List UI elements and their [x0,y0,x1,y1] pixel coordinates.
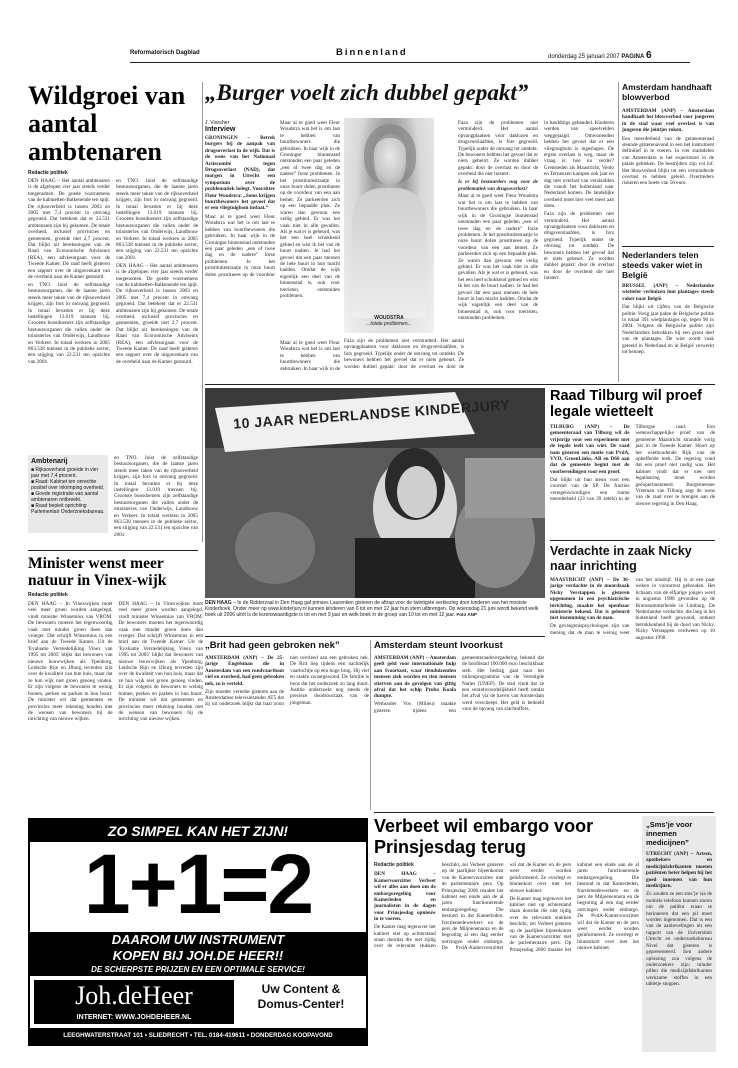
belgie-lead: BRUSSEL (ANP) – Nederlandse wietteler verhuizen hun plantages steeds vaker naar België. [622,283,714,302]
kinderjury-caption [205,600,545,630]
kinderjury-photo [205,388,545,598]
ad-brand: Joh.deHeer [34,980,234,1012]
ad-tagline [240,982,362,1012]
masthead-rule [130,62,690,63]
wildgroei-title: Wildgroei van aantal ambtenaren [28,82,186,166]
ivoorkust-article [374,640,544,816]
prinsjesdag-title: Verbeet wil embargo voor Prinsjesdag terug [374,816,594,857]
medicijnen-text: Zo zouden ze een sms’je via de mobiele telefoon kunnen sturen om de patiënt eraan te herinneren dat een pil moet worden ingenomen. Dat is een van de aanbevelingen uit een rapport van de Universiteit Utrecht en onderzoeksbureau Nivel dat gisteren is gepresenteerd. Een andere oplossing zou volgens de onderzoekers zijn: minder pillen die medicijnfabrikanten werkzame stoffen in een tabletje stoppen. [646,891,712,988]
belgie-text: Dat blijkt uit cijfers van de Belgische politie. Vorig jaar pakte de Belgische politie in totaal 391 wietplantages op, tegen 90 in 2004. Volgens de Belgische politie zijn Nederlanders betrokken bij een groot deel van de plantages. De wiet wordt vaak geteeld in Nederland en in België verwerkt tot hennep. [622,304,714,356]
brit-article [205,640,369,816]
ad-internet: INTERNET: WWW.JOHDEHEER.NL [34,1012,234,1024]
ambtenarij-item: ■ Goede registratie van aantal ambtenaren ontbreekt. [31,491,99,503]
medicijnen-article [642,816,716,1052]
wildgroei-text-col2: en TNO. Juist de zelfstandige bestuursorganen, die de laatste jaren steeds meer taken van de rijksoverheid krijgen, zijn fors in omvang gegroeid. In totaal bevatten er bij deze instellingen 13.019 mensen bij. Grootste boosdoeners zijn zelfstandige bestuursorganen die vallen onder de ministeries van Onderwijs, Landbouw en Verkeer. In totaal werkten in 2005 863.538 mensen in de publieke sector, een stijging van 22.531 ten opzichte van 2001. [116,178,198,261]
brit-text: Zijn moeder vertelde gisteren aan de Amsterdamse televisiezender AT5 dat zij uit onderzoek blijkt dat haar zoon niet overleed aan een gebroken nek. De Brit liep tijdens een nachtelijk vaartochtje op een hoge brug. Hij viel en raakte zwaargewond. De familie is boos dat het onderzoek zo lang duurt. Justitie onderzoekt nog steeds de precieze doodsoorzaak van de jongeman. [205,655,369,708]
vinex-article [28,555,203,815]
issue-date: donderdag 25 januari 2007 [548,54,620,60]
burger-col2b: Maar al te goed weet Fleur Woudstra wat het is om last te hebben van buurtbewoners die gebruiken. In haar wijk in de [280,340,340,370]
belgie-title: Nederlanders telen steeds vaker wiet in België [622,250,703,280]
burger-text: Maar al te goed weet Fleur Woudstra wat het is om last te hebben van buurtbewoners die gebruiken. In haar wijk in de Groningse binnenstad ontstonden een paar geleden „een of twee dag en de nadere” forse problemen. Je het prostitutiestraatje in onze buurt dolen prostituees op de voordeur [205,213,275,278]
burger-quote: Is er bij bestuurders nog voor de problematiek van drugsoverlast? [458,179,538,192]
kinderjury-banner: 10 JAAR NEDERLANDSE KINDERJURY [232,396,511,432]
paper-name: Reformatorisch Dagblad [130,50,200,56]
nicky-title: Verdachte in zaak Nicky naar inrichting [550,544,692,573]
ad-tagline1: Uw Content & [261,982,341,996]
woudstra-hair [364,124,416,184]
ivoorkust-lead: AMSTERDAM (ANP) – Amsterdam geeft geld voor internationale hulp aan Ivoorkust, waar tienduizenden mensen ziek worden en tien mensen stierven aan de gevolgen van giftig afval dat het schip Probo Koala dumpte. [374,655,456,700]
burger-col2: Maar al te goed weet Fleur Woudstra wat het is om last te hebben van buurtbewoners die gebruiken. In haar wijk in de Groningse binnenstad ontstonden een paar geleden „een of twee dag en de nadere” forse problemen. Je het prostitutiestraatje in onze buurt dolen prostituees op de voordeur van een aan hemel. Ze parkeerden zich op een bepaalde plek. Ze waren dan gewoon een veilig gebied. Er was het vaak niet in alle gevallen. Als je wat er is gebeurd, was het een heel schokkend gebied en wist ik het van de buurt nadien. Je had het gevoel dat een paar mensen de hele buurt in hun macht hadden. Omdat de wijk eigenlijk een deel van de binnenstad is, ook voor toeristen, ontstonden problemen. [280,120,340,299]
belgie-article [622,250,714,380]
wildgroei-text-col1: DEN HAAG – Het aantal ambtenaren is de afgelopen vier jaar steeds verder toegenomen. De goede voornemens van de kabinetten-Balkenende ten spijt. De rijksoverheid is tussen 2003 en 2005 met 7,4 procent in omvang gegroeid. Dat betekent dat er 22.531 ambtenaren zijn bij gekomen. De totale overheid, inclusief provincies en gemeenten, groeide met 2,7 procent. Dat blijkt uit berekeningen van de Raad van Economische Adviseurs (REA), een adviesorgaan voor de Tweede Kamer. De raad heeft gisteren een rapport over de uitgavenkant van de overheid naar de Kamer gestuurd. [28,178,110,281]
section-name: Binnenland [336,47,408,58]
wildgroei-text-col2b: DEN HAAG – Het aantal ambtenaren is de afgelopen vier jaar steeds verder toegenomen. De goede voornemens van de kabinetten-Balkenende ten spijt. De rijksoverheid is tussen 2003 en 2005 met 7,4 procent in omvang gegroeid. Dat betekent dat er 22.531 ambtenaren zijn bij gekomen. De totale overheid, inclusief provincies en gemeenten, groeide met 2,7 procent. Dat blijkt uit berekeningen van de Raad van Economische Adviseurs (REA), een adviesorgaan voor de Tweede Kamer. De raad heeft gisteren een rapport over de uitgavenkant van de overheid naar de Kamer gestuurd. [116,262,198,365]
brit-title: „Brit had geen gebroken nek” [205,640,340,651]
ad-line2: KOPEN BIJ JOH.DE HEER!! [30,948,366,964]
woudstra-caption-quote: ...totale problemen... [366,321,412,327]
tilburg-title: Raad Tilburg wil proef legale wietteelt [550,388,702,420]
nicky-article [550,544,715,744]
ad-slogan: ZO SIMPEL KAN HET ZIJN! [30,820,366,842]
woudstra-body [352,188,426,318]
caption-text: – In de Ridderzaal in Den Haag gaf prinses Laurentien gisteren de aftrap voor de twintigste verkiezing door kinderen van het mooiste Kinderboek. Onder meer op www.kinderjury.nl kunnen kinderen van 6 tot en met 12 jaar hun stem uitbrengen. Op woensdag 21 juni wordt bekend welk boek uit 2006 uitrit is de lezenswaardigste is tot en met 9 jaar en welk boek in de groep van 10 tot en met 12 jaar. [205,600,539,618]
ambtenarij-item: ■ Rijksoverheid groeide in vier jaar met 7,4 procent. [31,467,99,479]
ad-footer: LEEGHWATERSTRAAT 101 • SLIEDRECHT • TEL. 0184-419611 • DONDERDAG KOOPAVOND [30,1028,366,1044]
burger-col4: in hardditigs gebanded. Kinderen werden van speelvelden weggejaagd. Omwonenden hebben het gevoel dat er een vliegtuigbom is ingeslagen. De ergste overlast is weg, maar de vraag is: hoe nu verder? Grensteden als Maastricht, Venlo en Terneuzen kampen ook jaar en dag met overlast van verslaafden die vanuit het buitenland naar Nederland komen. De landelijke overheid moet hier veel meer aan doen. Faza zijn de problemen niet verminderd. Het aantal opvangplaatsen voor daklozen en drugsverslaafden, is fors gegroeid. Typelijk onder de omvang tot ontdekt. De bewoners hebben het gevoel dat er niets gebeurt. Ze worden dubbel gepakt: door de overlast en door de overheid die niet luistert. [544,120,614,282]
burger-col3: Faza zijn de problemen niet verminderd. Het aantal opvangplaatsen voor daklozen en drugsverslaafden, is fors gegroeid. Typelijk onder de omvang tot ontdekt. De bewoners hebben het gevoel dat er niets gebeurt. Ze worden dubbel gepakt: door de overlast en door de overheid die niet luistert. Is er bij bestuurders nog voor de problematiek van drugsoverlast? Maar al te goed weet Fleur Woudstra wat het is om last te hebben van buurtbewoners die gebruiken. In haar wijk in de Groningse binnenstad ontstonden een paar geleden „een of twee dag en de nadere” forse problemen. Je het prostitutiestraatje in onze buurt dolen prostituees op de voordeur van een aan hemel. Ze parkeerden zich op een bepaalde plek. Ze waren dan gewoon een veilig gebied. Er was het vaak niet in alle gevallen. Als je wat er is gebeurd, was het een heel schokkend gebied en wist ik het van de buurt nadien. Je had het gevoel dat een paar mensen de hele buurt in hun macht hadden. Omdat de wijk eigenlijk een deel van de binnenstad is, ook voor toeristen, ontstonden problemen. [458,120,538,322]
wildgroei-text-col1b: en TNO. Juist de zelfstandige bestuursorganen, die de laatste jaren steeds meer taken van de rijksoverheid krijgen, zijn fors in omvang gegroeid. In totaal bevatten er bij deze instellingen 13.019 mensen bij. Grootste boosdoeners zijn zelfstandige bestuursorganen die vallen onder de ministeries van Onderwijs, Landbouw en Verkeer. In totaal werkten in 2005 863.538 mensen in de publieke sector, een stijging van 22.531 ten opzichte van 2001. [28,282,110,365]
ivoorkust-text: Wethouder Vos (Milieu) maakte gisteren tijdens een gemeenteraadsvergadering bekend dat de hoofdstad 100.000 euro beschikbaar stelt. Het bedrag gaat naar het milieuprogramma van de Verenigde Naties (UNEP). De stad vindt dat ze een verantwoordelijkheid heeft omdat het afval via de haven van Amsterdam werd verscheept. Het geld is bedoeld voor de opvang van slachtoffers. [374,655,544,714]
handhaaft-text: Een meerderheid van de gemeenteraad steunde gisterenavond in een het instrument definitief in te voeren. In vier stadsdelen van Amsterdam is het experiment in de plaats gebleken. De bestrijders zijn vol lof. Het blowverbod blijkt tot een verminderde overlast te hebben geleid. Overtreders riskeren een boete van 50 euro. [622,135,714,187]
masthead [130,46,690,62]
prinsjesdag-lead: DEN HAAG – Kamervoorzitter Verbeet wil er alles aan doen om de embargoregeling voor Kamerleden en journalisten in de dagen voor Prinsjesdag opnieuw in te voeren. [374,871,436,923]
burger-lead: GRONINGEN – Betrek burgers bij de aanpak van drugsoverlast in de wijk. Dat is de wens van het Nationaal Actiecomité tegen Drugsoverlast (NAD), dat morgen in Utrecht een symposium over de problematiek belegt. Voorzitter Fleur Woudstra: „Soms krijgen buurtbewoners het gevoel dat er een vliegtuigbom inslaat.” [205,135,275,212]
prinsjesdag-text: De Kamer mag tegenover het kabinet niet op achterstand staan doordat die niet tijdig over de relevante stukken beschikt, zei Verbeet gisteren op de jaarlijkse bijeenkomst van de Kamervoorzitter met de parlementaire pers. Op Prinsjesdag 2006 maakte het kabinet een einde aan de al jaren functionerende embargoregeling. Die bestond in dat Kamerleden, fractiemedewerkers en de pers de Miljoenennota en de begroting al een dag eerder ontvingen onder embargo. De PvdA-Kamervoorzitter wil dat de Kamer en de pers weer eerder worden geïnformeerd. Ze overlegt er binnenkort over met het nieuwe kabinet. [374,862,572,952]
ad-line1: DAAROM UW INSTRUMENT [30,932,366,948]
vinex-byline: Redactie politiek [28,592,68,598]
wildgroei-byline: Redactie politiek [28,170,68,176]
ambtenarij-box-title: Ambtenarij [31,458,68,465]
ad-line3: DE SCHERPSTE PRIJZEN EN EEN OPTIMALE SERVICE! [30,964,366,976]
vinex-text: DEN HAAG – In Vinexwijken moet veel meer groen worden aangelegd, vindt minister Winsemius van VROM. De bewoners moeten het tegenwoordig vaak met minder groen doen dan vroeger. Dat schrijft Winsemius in een brief aan de Tweede Kamer. Uit de 'Evaluatie Verstedelijking Vinex van 1995 tot 2005' blijkt dat bewoners van nieuwe bouwwijken als Ypenburg, Leidsche Rijn en IJburg tevreden zijn over de kwaliteit van hun huis, maar dat ze hun wijk niet groen genoeg vinden. Er zijn volgens de bewoners te weinig bomen, perken en parken in hun buurt. De minister wil dat gemeenten en provincies meer rekening houden met de wensen van bewoners bij de inrichting van nieuwe wijken. DEN HAAG – In Vinexwijken moet veel meer groen worden aangelegd, vindt minister Winsemius van VROM. De bewoners moeten het tegenwoordig vaak met minder groen doen dan vroeger. Dat schrijft Winsemius in een brief aan de Tweede Kamer. Uit de 'Evaluatie Verstedelijking Vinex van 1995 tot 2005' blijkt dat bewoners van nieuwe bouwwijken als Ypenburg, Leidsche Rijn en IJburg tevreden zijn over de kwaliteit van hun huis, maar dat ze hun wijk niet groen genoeg vinden. Er zijn volgens de bewoners te weinig bomen, perken en parken in hun buurt. De minister wil dat gemeenten en provincies meer rekening houden met de wensen van bewoners bij de inrichting van nieuwe wijken. [28,601,203,723]
ambtenarij-item: ■ Raad bepleit oprichting Parlementair Onderzoeksbureau. [31,503,105,515]
nicky-lead: MAASTRICHT (ANP) – De 36-jarige verdachte in de moordzaak Nicky Verstappen is gisteren opgenomen in een psychiatrische inrichting, maakte het openbaar ministerie bekend. Dat is gebeurd met instemming van de man. [550,577,630,622]
burger-col-bottom: Faza zijn de problemen niet verminderd. Het aantal opvangplaatsen voor daklozen en drugsverslaafden, is fors gegroeid. Typelijk onder de omvang tot ontdekt. De bewoners hebben het gevoel dat er niets gebeurt. Ze worden dubbel gepakt: door de overlast en door de [344,338,464,370]
prinsjesdag-article: Verbeet wil embargo voor Prinsjesdag terug Redactie politiek DEN HAAG – Kamervoorzitter Verbeet wil er alles aan doen om de embargoregeling voor Kamerleden en journalisten in de dagen voor Prinsjesdag opnieuw in te voeren. De Kamer mag tegenover het kabinet niet op achterstand staan doordat die niet tijdig over de relevante stukken beschikt, zei Verbeet gisteren op de jaarlijkse bijeenkomst van de Kamervoorzitter met de parlementaire pers. Op Prinsjesdag 2006 maakte het kabinet een einde aan de al jaren functionerende embargoregeling. Die bestond in dat Kamerleden, fractiemedewerkers en de pers de Miljoenennota en de begroting al een dag eerder ontvingen onder embargo. De PvdA-Kamervoorzitter wil dat de Kamer en de pers weer eerder worden geïnformeerd. Ze overlegt er binnenkort over met het nieuwe kabinet. De Kamer mag tegenover het kabinet niet op achterstand staan doordat die niet tijdig over de relevante stukken beschikt, zei Verbeet gisteren op de jaarlijkse bijeenkomst van de Kamervoorzitter met de parlementaire pers. Op Prinsjesdag 2006 maakte het kabinet een einde aan de al jaren functionerende embargoregeling. Die bestond in dat Kamerleden, fractiemedewerkers en de pers de Miljoenennota en de begroting al een dag eerder ontvingen onder embargo. De PvdA-Kamervoorzitter wil dat de Kamer en de pers weer eerder worden geïnformeerd. Ze overlegt er binnenkort over met het nieuwe kabinet. [374,816,639,953]
ivoorkust-title: Amsterdam steunt Ivoorkust [374,640,503,651]
caption-place: DEN HAAG [205,600,232,606]
page-number: 6 [645,50,652,61]
ambtenarij-box [28,455,108,533]
medicijnen-title: „Sms’je voor innemen medicijnen” [646,820,693,847]
medicijnen-lead: UTRECHT (ANP) – Artsen, apothekers en medicijnfabrikanten moeten patiënten beter helpen bij het goed innemen van hun medicijnen. [646,851,712,890]
burger-kind: Interview [205,126,236,133]
wildgroei-article [28,82,198,458]
wildgroei-continued: en TNO. Juist de zelfstandige bestuursorganen, die de laatste jaren steeds meer taken van de rijksoverheid krijgen, zijn fors in omvang gegroeid. In totaal bevatten er bij deze instellingen 13.019 mensen bij. Grootste boosdoeners zijn zelfstandige bestuursorganen die vallen onder de ministeries van Onderwijs, Landbouw en Verkeer. In totaal werkten in 2005 863.538 mensen in de publieke sector, een stijging van 22.531 ten opzichte van 2001. [114,455,198,537]
page-label: PAGINA [621,54,645,60]
woudstra-caption-name: WOUDSTRA [374,315,404,321]
burger-col1 [205,120,275,278]
caption-credit: Foto ANP [456,612,477,617]
nicky-text: De gevangenispsychologen zijn van mening dat de man te weinig weet van het misdrijf. Hij is al een paar weken in voorarrest gehouden. Het lichaam van de elfjarige jongen werd in augustus 1998 gevonden op de Brunssummerheide in Limburg. De Nederlandse verdachte, die lang in het buitenland heeft gewoond, ontkent betrokkenheid bij de dood van Nicky. Nicky Verstappen verdween op 10 augustus 1998. [550,577,715,641]
brit-lead: AMSTERDAM (ANP) – De 25-jarige Engelsman die in Amsterdam van een rondvaartboot viel en overleed, had geen gebroken nek, zo is verteld. [205,655,284,687]
ad-equation: 1+1=2 [83,837,313,931]
handhaaft-lead: AMSTERDAM (ANP) – Amsterdam handhaaft het blowverbod voor jongeren in de stad waar veel overlast is van jongeren die jointjes roken. [622,108,714,134]
burger-author: J. Visscher [205,120,230,126]
vinex-title: Minister wenst meer natuur in Vinex-wijk [28,555,167,589]
handhaaft-article [622,82,714,267]
burger-title: „Burger voelt zich dubbel gepakt” [205,80,529,105]
tilburg-article [550,388,715,538]
woudstra-photo [344,118,434,333]
ad-tagline2: Domus-Center! [257,997,345,1011]
tilburg-text: Dat blijkt uit hun steun voor een voorstel van de SP. De fracties vertegenwoordigen een ruime meerderheid (23 van 39 zetels) in de Tilburgse raad. Een wetenschappelijke proef van de gemeente Maastricht strandde vorig jaar in de Tweede Kamer. Hoort op het wiethoudende Rijk van de opheffende teelt. De regering vond dat een proef niet nodig was. Het kabinet vindt dat er niet met legalisering moet worden geëxperimenteerd. Burgemeester Vreeman van Tilburg zegt de wens van de raad over te brengen aan de nieuwe regering in Den Haag. [550,424,715,507]
joh-de-heer-ad[interactable] [28,818,368,1046]
prinsjesdag-byline: Redactie politiek [374,862,414,868]
tilburg-lead: TILBURG (ANP) – De gemeenteraad van Tilburg wil de vrijstrijp voor een experiment met de legale teelt van wiet. De raad nam gisteren een motie van PvdA, VVD, GroenLinks, AB en D66 aan dat de gemeente begint met de voorbereidingen voor een proef. [550,424,630,475]
ambtenarij-item: ■ Raad: Kabinet ten onrechte positief over inkrimping overheid. [31,479,105,491]
handhaaft-title: Amsterdam handhaaft blowverbod [622,82,712,102]
